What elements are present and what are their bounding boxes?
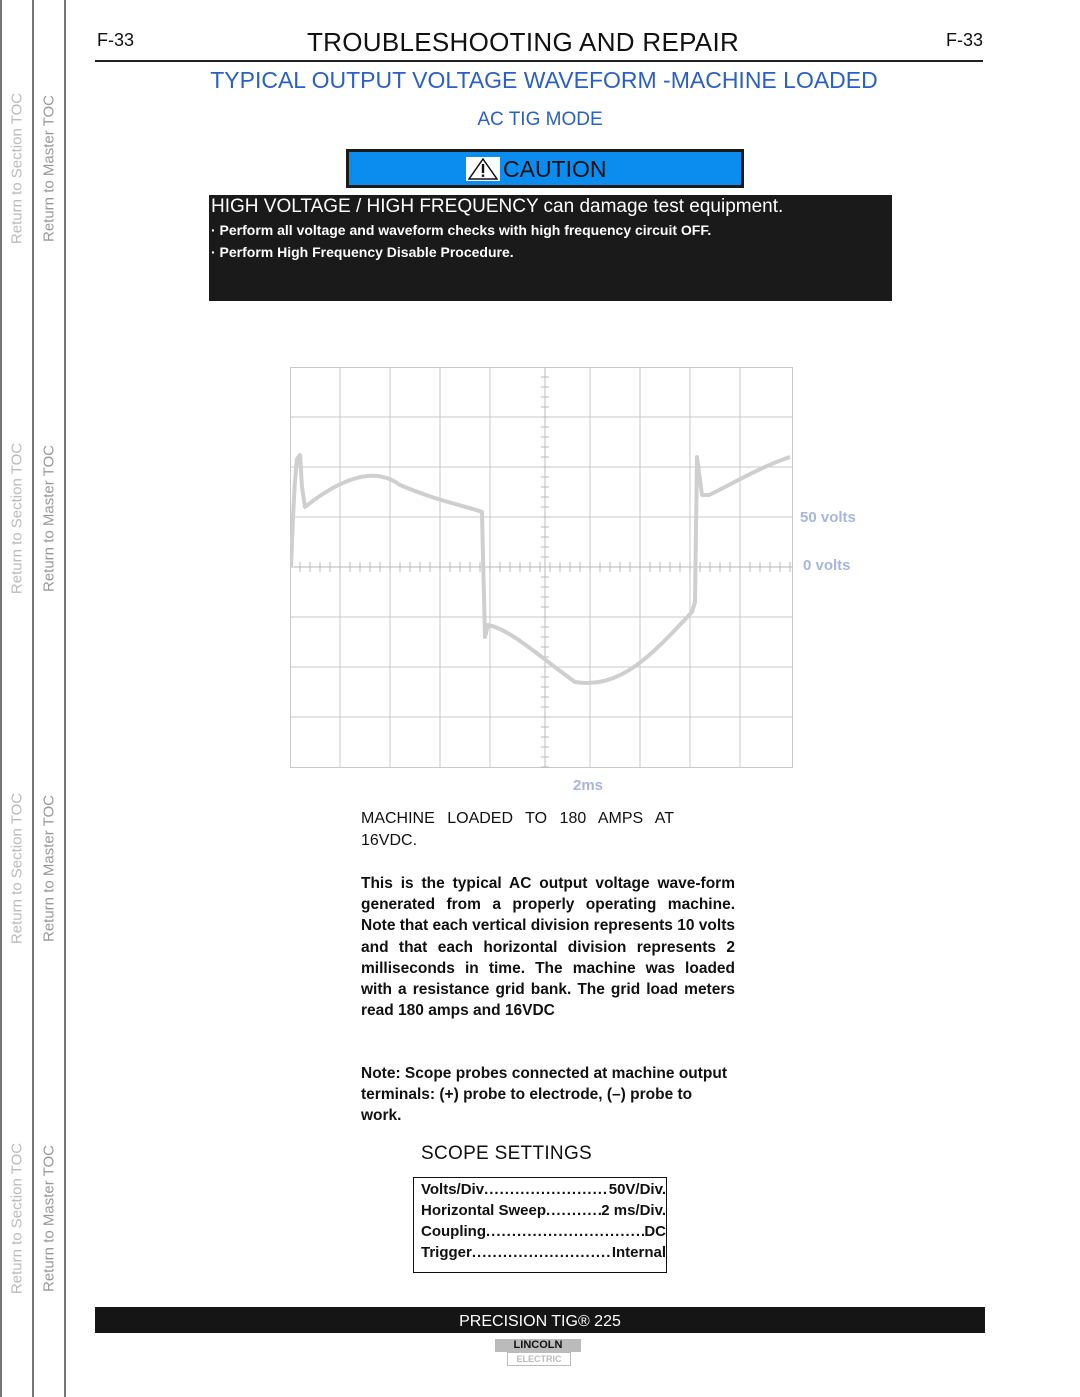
return-to-section-toc-link[interactable]: Return to Section TOC	[8, 1142, 26, 1295]
setting-name: Trigger	[421, 1244, 472, 1261]
return-to-master-toc-link[interactable]: Return to Master TOC	[40, 795, 58, 942]
settings-row	[421, 1202, 666, 1219]
return-to-section-toc-link[interactable]: Return to Section TOC	[8, 92, 26, 245]
page-code-right: F-33	[946, 30, 984, 50]
page-title: TROUBLESHOOTING AND REPAIR	[307, 27, 740, 57]
warning-bullet: · Perform all voltage and waveform checks with high frequency circuit OFF.	[211, 222, 712, 238]
master-toc-column	[32, 0, 66, 1397]
load-caption-cont: 16VDC.	[361, 832, 418, 849]
warning-headline: HIGH VOLTAGE / HIGH FREQUENCY can damage test equipment.	[211, 196, 784, 217]
logo-bottom-text: ELECTRIC	[507, 1352, 571, 1366]
setting-value: 2 ms/Div.	[601, 1202, 666, 1219]
section-title: TYPICAL OUTPUT VOLTAGE WAVEFORM -MACHINE LOADED	[210, 67, 878, 93]
settings-row	[421, 1244, 666, 1261]
setting-value: 50V/Div.	[608, 1181, 666, 1198]
return-to-master-toc-link[interactable]: Return to Master TOC	[40, 1145, 58, 1292]
footer-product-name: PRECISION TIG® 225	[459, 1313, 621, 1330]
setting-name: Volts/Div	[421, 1181, 485, 1198]
setting-name: Horizontal Sweep	[421, 1202, 547, 1219]
settings-row	[421, 1223, 666, 1240]
waveform-description: This is the typical AC output voltage wave-form generated from a properly operating machine. Note that each vertical division represents 10 volts and that each horizontal division represents 2 milliseconds in time. The machine was loaded with a resistance grid bank. The grid load meters read 180 amps and 16VDC	[361, 875, 735, 1020]
header-divider	[95, 60, 983, 62]
return-to-section-toc-link[interactable]: Return to Section TOC	[8, 442, 26, 595]
scope-settings-title: SCOPE SETTINGS	[421, 1143, 593, 1164]
return-to-section-toc-link[interactable]: Return to Section TOC	[8, 792, 26, 945]
zero-volts-label: 0 volts	[803, 557, 851, 574]
scope-settings-table	[413, 1177, 667, 1273]
time-per-div-label: 2ms	[573, 777, 604, 794]
lincoln-electric-logo	[495, 1339, 581, 1365]
logo-top-text: LINCOLN	[495, 1339, 581, 1352]
page-code-left: F-33	[97, 30, 135, 50]
volts-per-div-label: 50 volts	[800, 509, 856, 526]
warning-bullet: · Perform High Frequency Disable Procedure.	[211, 244, 514, 260]
warning-box	[209, 195, 892, 301]
probe-note: Note: Scope probes connected at machine output terminals: (+) probe to electrode, (–) probe to work.	[361, 1065, 728, 1125]
settings-row	[421, 1181, 666, 1198]
setting-value: DC	[644, 1223, 666, 1240]
load-caption: MACHINE LOADED TO 180 AMPS AT	[361, 810, 674, 827]
return-to-master-toc-link[interactable]: Return to Master TOC	[40, 445, 58, 592]
setting-name: Coupling	[421, 1223, 486, 1240]
caution-banner	[346, 149, 744, 188]
section-toc-column	[0, 0, 34, 1397]
return-to-master-toc-link[interactable]: Return to Master TOC	[40, 95, 58, 242]
setting-value: Internal	[611, 1244, 666, 1261]
warning-triangle-icon	[466, 157, 500, 181]
oscilloscope-waveform	[290, 367, 793, 768]
caution-label: CAUTION	[503, 156, 607, 182]
section-subtitle: AC TIG MODE	[477, 109, 603, 130]
